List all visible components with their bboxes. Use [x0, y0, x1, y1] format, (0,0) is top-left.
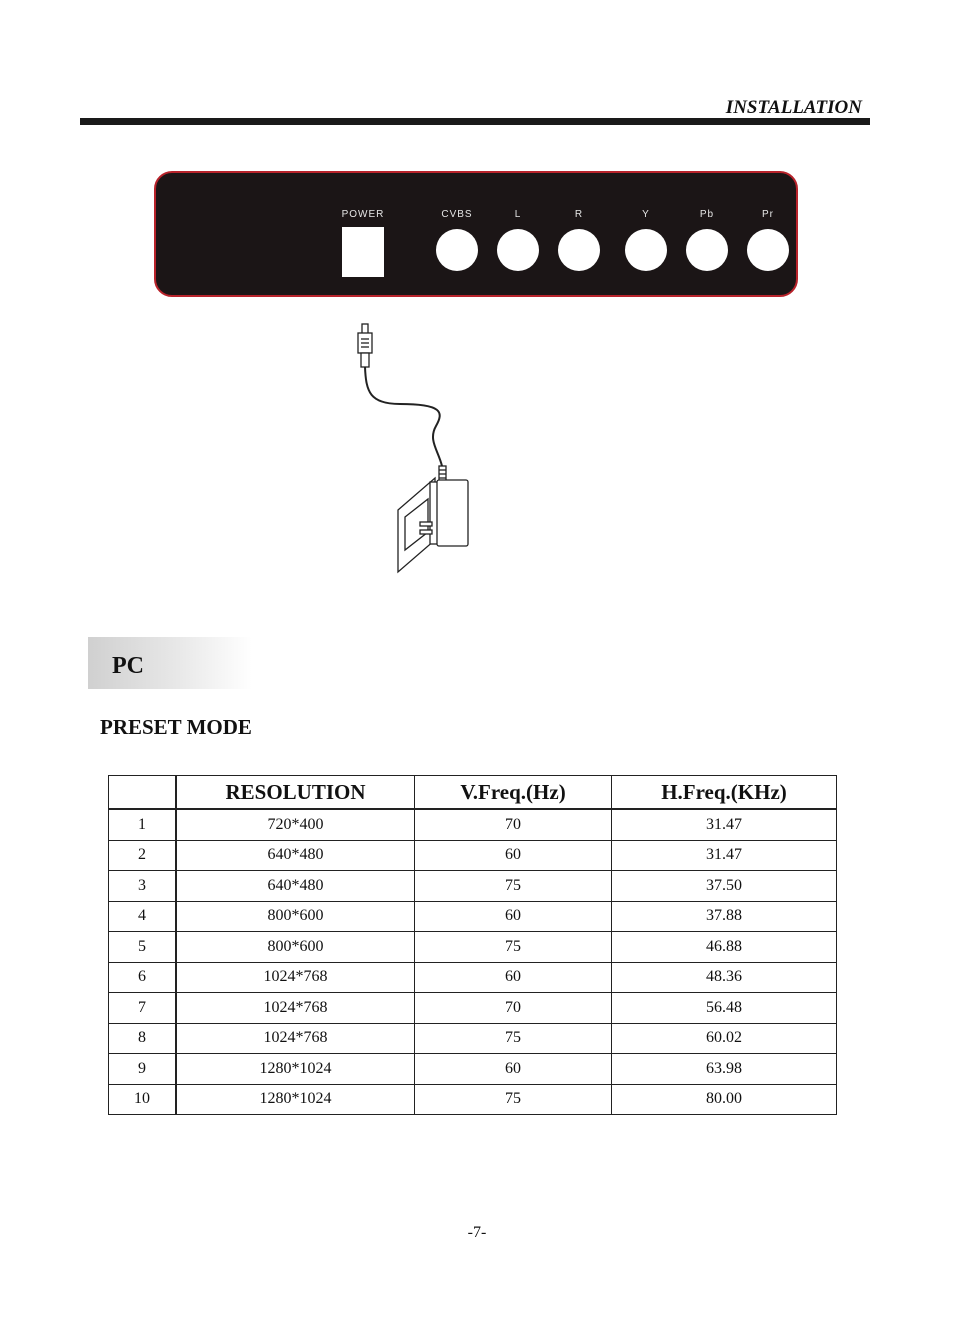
cell-resolution: 800*600 [176, 932, 415, 963]
column-header-hfreq: H.Freq.(KHz) [612, 776, 837, 810]
cell-resolution: 1024*768 [176, 993, 415, 1024]
cell-vfreq: 75 [415, 1084, 612, 1115]
cell-hfreq: 60.02 [612, 1023, 837, 1054]
cell-vfreq: 75 [415, 932, 612, 963]
cell-vfreq: 75 [415, 871, 612, 902]
port-label-r: R [574, 209, 584, 220]
cell-index: 9 [109, 1054, 177, 1085]
cell-index: 3 [109, 871, 177, 902]
port-label-cvbs: CVBS [441, 209, 473, 220]
pc-section-header [88, 637, 252, 689]
cell-hfreq: 46.88 [612, 932, 837, 963]
table-header-row [109, 776, 837, 810]
preset-mode-heading: PRESET MODE [100, 715, 252, 739]
cell-vfreq: 70 [415, 809, 612, 840]
cell-resolution: 640*480 [176, 840, 415, 871]
cell-hfreq: 37.88 [612, 901, 837, 932]
cell-index: 6 [109, 962, 177, 993]
table-row [109, 809, 837, 840]
cell-index: 4 [109, 901, 177, 932]
cell-hfreq: 48.36 [612, 962, 837, 993]
cell-hfreq: 80.00 [612, 1084, 837, 1115]
port-label-y: Y [642, 209, 650, 220]
cell-resolution: 1280*1024 [176, 1084, 415, 1115]
cell-index: 1 [109, 809, 177, 840]
preset-mode-table [108, 775, 837, 1115]
cell-hfreq: 56.48 [612, 993, 837, 1024]
port-label-power: POWER [341, 209, 385, 220]
cell-hfreq: 63.98 [612, 1054, 837, 1085]
table-row [109, 871, 837, 902]
table-row [109, 932, 837, 963]
page-number: -7- [467, 1224, 487, 1241]
cell-resolution: 1024*768 [176, 1023, 415, 1054]
power-cable [365, 367, 442, 466]
cell-vfreq: 60 [415, 1054, 612, 1085]
column-header-index [109, 776, 177, 810]
cell-index: 8 [109, 1023, 177, 1054]
section-title: INSTALLATION [725, 97, 862, 118]
cell-vfreq: 60 [415, 901, 612, 932]
column-header-vfreq: V.Freq.(Hz) [415, 776, 612, 810]
cell-vfreq: 70 [415, 993, 612, 1024]
port-label-pr: Pr [762, 209, 774, 220]
cell-hfreq: 31.47 [612, 809, 837, 840]
cell-index: 5 [109, 932, 177, 963]
cell-hfreq: 37.50 [612, 871, 837, 902]
pc-section-title: PC [112, 653, 144, 679]
table-row [109, 901, 837, 932]
cell-vfreq: 60 [415, 962, 612, 993]
table-row [109, 1084, 837, 1115]
dc-plug-icon [358, 324, 372, 367]
table-row [109, 1054, 837, 1085]
cell-resolution: 640*480 [176, 871, 415, 902]
table-row [109, 993, 837, 1024]
table-row [109, 962, 837, 993]
cell-index: 7 [109, 993, 177, 1024]
column-header-resolution: RESOLUTION [176, 776, 415, 810]
cell-index: 10 [109, 1084, 177, 1115]
cell-resolution: 800*600 [176, 901, 415, 932]
cell-vfreq: 75 [415, 1023, 612, 1054]
cell-resolution: 1280*1024 [176, 1054, 415, 1085]
table-row [109, 1023, 837, 1054]
table-row [109, 840, 837, 871]
cell-hfreq: 31.47 [612, 840, 837, 871]
cell-resolution: 1024*768 [176, 962, 415, 993]
cell-index: 2 [109, 840, 177, 871]
cell-vfreq: 60 [415, 840, 612, 871]
power-adapter-illustration [0, 0, 954, 600]
port-label-pb: Pb [699, 209, 715, 220]
cell-resolution: 720*400 [176, 809, 415, 840]
port-label-l: L [514, 209, 522, 220]
